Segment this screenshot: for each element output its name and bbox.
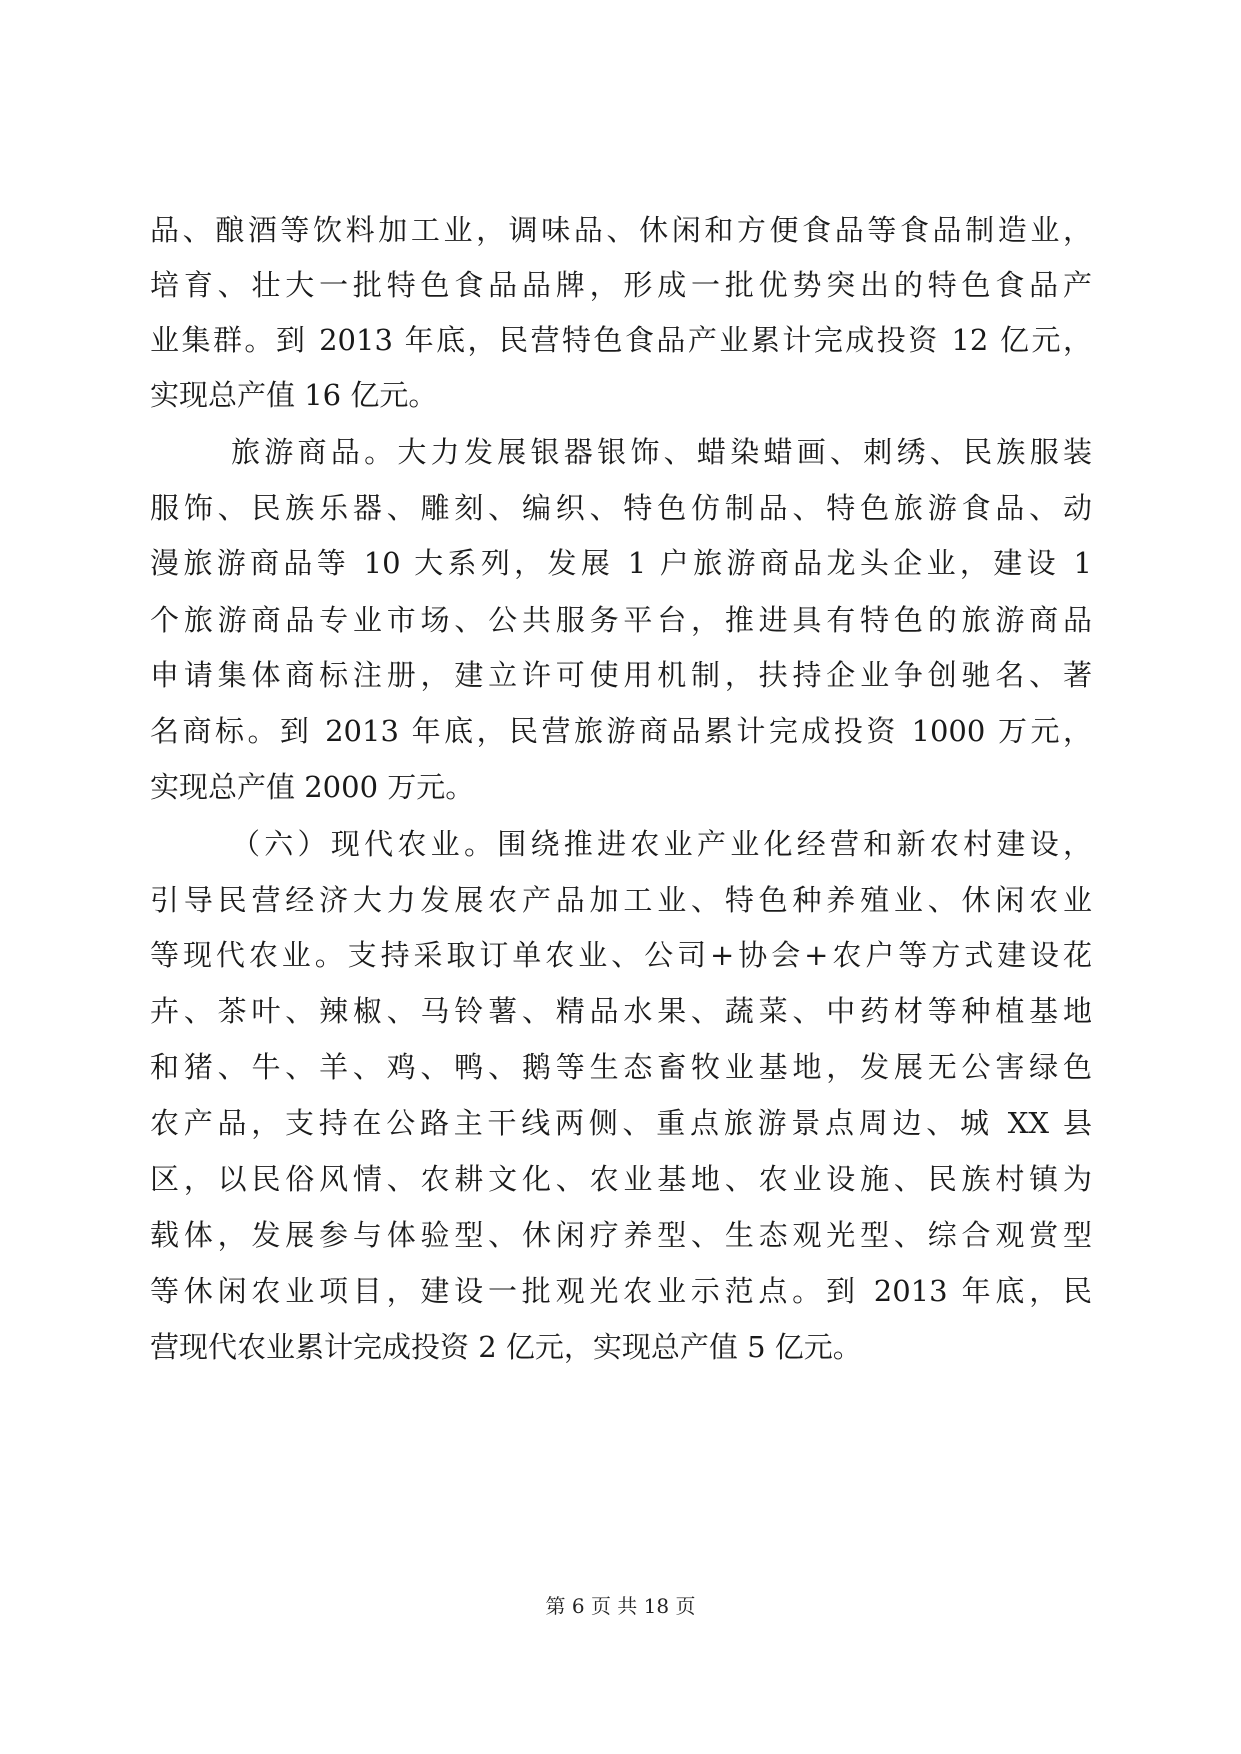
text-line: 实现总产值 2000 万元。: [150, 770, 475, 804]
text-line: 个旅游商品专业市场、公共服务平台，推进具有特色的旅游商品: [150, 603, 1092, 637]
text-line: 业集群。到 2013 年底，民营特色食品产业累计完成投资 12 亿元，: [150, 323, 1092, 357]
paragraph-first-line: （六）现代农业。围绕推进农业产业化经营和新农村建设，: [231, 827, 1092, 861]
text-line: 区，以民俗风情、农耕文化、农业基地、农业设施、民族村镇为: [150, 1162, 1092, 1196]
text-line: 载体，发展参与体验型、休闲疗养型、生态观光型、综合观赏型: [150, 1218, 1092, 1252]
text-line: 引导民营经济大力发展农产品加工业、特色种养殖业、休闲农业: [150, 883, 1092, 917]
text-line: 等现代农业。支持采取订单农业、公司+协会+农户等方式建设花: [150, 938, 1092, 972]
text-line: 营现代农业累计完成投资 2 亿元，实现总产值 5 亿元。: [150, 1330, 862, 1364]
text-line: 品、酿酒等饮料加工业，调味品、休闲和方便食品等食品制造业，: [150, 213, 1092, 247]
paragraph-first-line: 旅游商品。大力发展银器银饰、蜡染蜡画、刺绣、民族服装: [231, 435, 1092, 469]
text-line: 漫旅游商品等 10 大系列，发展 1 户旅游商品龙头企业，建设 1: [150, 546, 1092, 580]
page-number-footer: 第 6 页 共 18 页: [545, 1594, 696, 1618]
text-line: 培育、壮大一批特色食品品牌，形成一批优势突出的特色食品产: [150, 268, 1092, 302]
text-line: 服饰、民族乐器、雕刻、编织、特色仿制品、特色旅游食品、动: [150, 491, 1092, 525]
text-line: 农产品，支持在公路主干线两侧、重点旅游景点周边、城 XX 县: [150, 1106, 1092, 1140]
text-line: 实现总产值 16 亿元。: [150, 378, 438, 412]
text-line: 和猪、牛、羊、鸡、鸭、鹅等生态畜牧业基地，发展无公害绿色: [150, 1050, 1092, 1084]
text-line: 名商标。到 2013 年底，民营旅游商品累计完成投资 1000 万元，: [150, 714, 1092, 748]
text-line: 等休闲农业项目，建设一批观光农业示范点。到 2013 年底，民: [150, 1274, 1092, 1308]
text-line: 申请集体商标注册，建立许可使用机制，扶持企业争创驰名、著: [150, 658, 1092, 692]
text-line: 卉、茶叶、辣椒、马铃薯、精品水果、蔬菜、中药材等种植基地: [150, 994, 1092, 1028]
